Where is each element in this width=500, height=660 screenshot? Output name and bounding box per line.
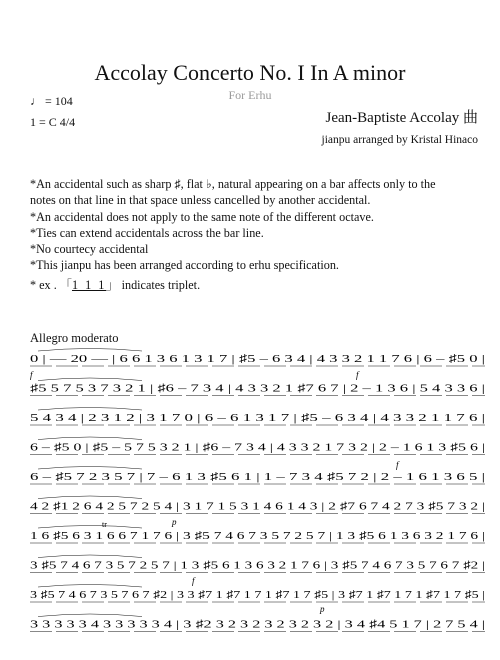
score-line: 6 – ♯5 7 2 3 5 7 | 7 – 6 1 3 ♯5 6 1 | 1 – 7 3 4 ♯5 7 2 | 2 – 1 6 1 3 6 5 |: [30, 471, 485, 483]
score-line: 1 6 ♯5 6 3 1 6 6 7 1 7 6 | 3 ♯5 7 4 6 7 3 5 7 2 5 7 | 1 3 ♯5 6 1 3 6 3 2 1 7 6 |: [30, 530, 485, 542]
note-line: notes on that line in that space unless cancelled by another accidental.: [30, 193, 371, 208]
subtitle: For Erhu: [228, 88, 272, 102]
dynamic-forte: f: [30, 370, 33, 380]
dynamic-forte: f: [192, 576, 195, 586]
score-line: 3 ♯5 7 4 6 7 3 5 7 6 7 ♯2 | 3 3 ♯7 1 ♯7 1 7 1 ♯7 1 7 ♯5 | 3 ♯7 1 ♯7 1 7 1 ♯7 1 7 ♯5 |: [30, 589, 485, 601]
slur-arc: [38, 467, 142, 470]
slur-arc: [38, 378, 142, 381]
dynamic-piano: p: [172, 517, 177, 527]
slur-arc: [38, 526, 142, 529]
trill-mark: tr: [102, 520, 107, 529]
score-line: ♯5 5 7 5 3 7 3 2 1 | ♯6 – 7 3 4 | 4 3 3 2 1 ♯7 6 7 | 2 – 1 3 6 | 5 4 3 3 6 |: [30, 382, 485, 395]
tempo-marking: ♩ = 104: [30, 94, 73, 108]
slur-arc: [38, 437, 142, 440]
page-title: Accolay Concerto No. I In A minor: [94, 60, 406, 85]
arranger-credit: jianpu arranged by Kristal Hinaco: [321, 134, 478, 146]
score-line: 4 2 ♯1 2 6 4 2 5 7 2 5 4 | 3 1 7 1 5 3 1 4 6 1 4 3 | 2 ♯7 6 7 4 2 7 3 ♯5 7 3 2 |: [30, 500, 485, 513]
example-prefix: * ex . 「: [30, 278, 72, 292]
dynamic-piano: p: [320, 604, 325, 614]
example-triplet: 1 1 1: [71, 278, 107, 292]
score-line: 3 3 3 3 3 4 3 3 3 3 3 4 | 3 ♯2 3 2 3 2 3 2 3 2 3 2 | 3 4 ♯4 5 1 7 | 2 7 5 4 |: [30, 618, 485, 631]
note-line: *An accidental does not apply to the same note of the different octave.: [30, 209, 374, 224]
key-signature: 1 = C 4/4: [30, 115, 76, 129]
score-line: 6 – ♯5 0 | ♯5 – 5 7 5 3 2 1 | ♯6 – 7 3 4 | 4 3 3 2 1 7 3 2 | 2 – 1 6 1 3 ♯5 6 |: [30, 441, 485, 454]
note-line: *This jianpu has been arranged according to erhu specification.: [30, 258, 339, 273]
score-line: 5 4 3 4 | 2 3 1 2 | 3 1 7 0 | 6 – 6 1 3 1 7 | ♯5 – 6 3 4 | 4 3 3 2 1 1 7 6 |: [30, 412, 485, 424]
note-line: *Ties can extend accidentals across the bar line.: [30, 225, 264, 240]
slur-arc: [38, 555, 142, 558]
composer: Jean-Baptiste Accolay 曲: [325, 110, 478, 126]
slur-arc: [38, 614, 142, 617]
note-line: *No courtecy accidental: [30, 242, 149, 257]
dynamic-forte: f: [356, 370, 359, 380]
dynamic-forte: f: [396, 460, 399, 470]
slur-arc: [38, 349, 142, 352]
note-line: *An accidental such as sharp ♯, flat ♭, natural appearing on a bar affects only to the: [30, 177, 436, 191]
slur-arc: [38, 585, 142, 588]
example-suffix: 」 indicates triplet.: [106, 278, 201, 292]
score-line: 0 | — 20 — | 6 6 1 3 6 1 3 1 7 | ♯5 – 6 3 4 | 4 3 3 2 1 1 7 6 | 6 – ♯5 0 |: [30, 353, 485, 365]
slur-arc: [38, 408, 142, 411]
slur-arc: [38, 496, 142, 499]
style-marking: Allegro moderato: [30, 331, 119, 345]
score-line: 3 ♯5 7 4 6 7 3 5 7 2 5 7 | 1 3 ♯5 6 1 3 6 3 2 1 7 6 | 3 ♯5 7 4 6 7 3 5 7 6 7 ♯2 |: [30, 559, 485, 572]
